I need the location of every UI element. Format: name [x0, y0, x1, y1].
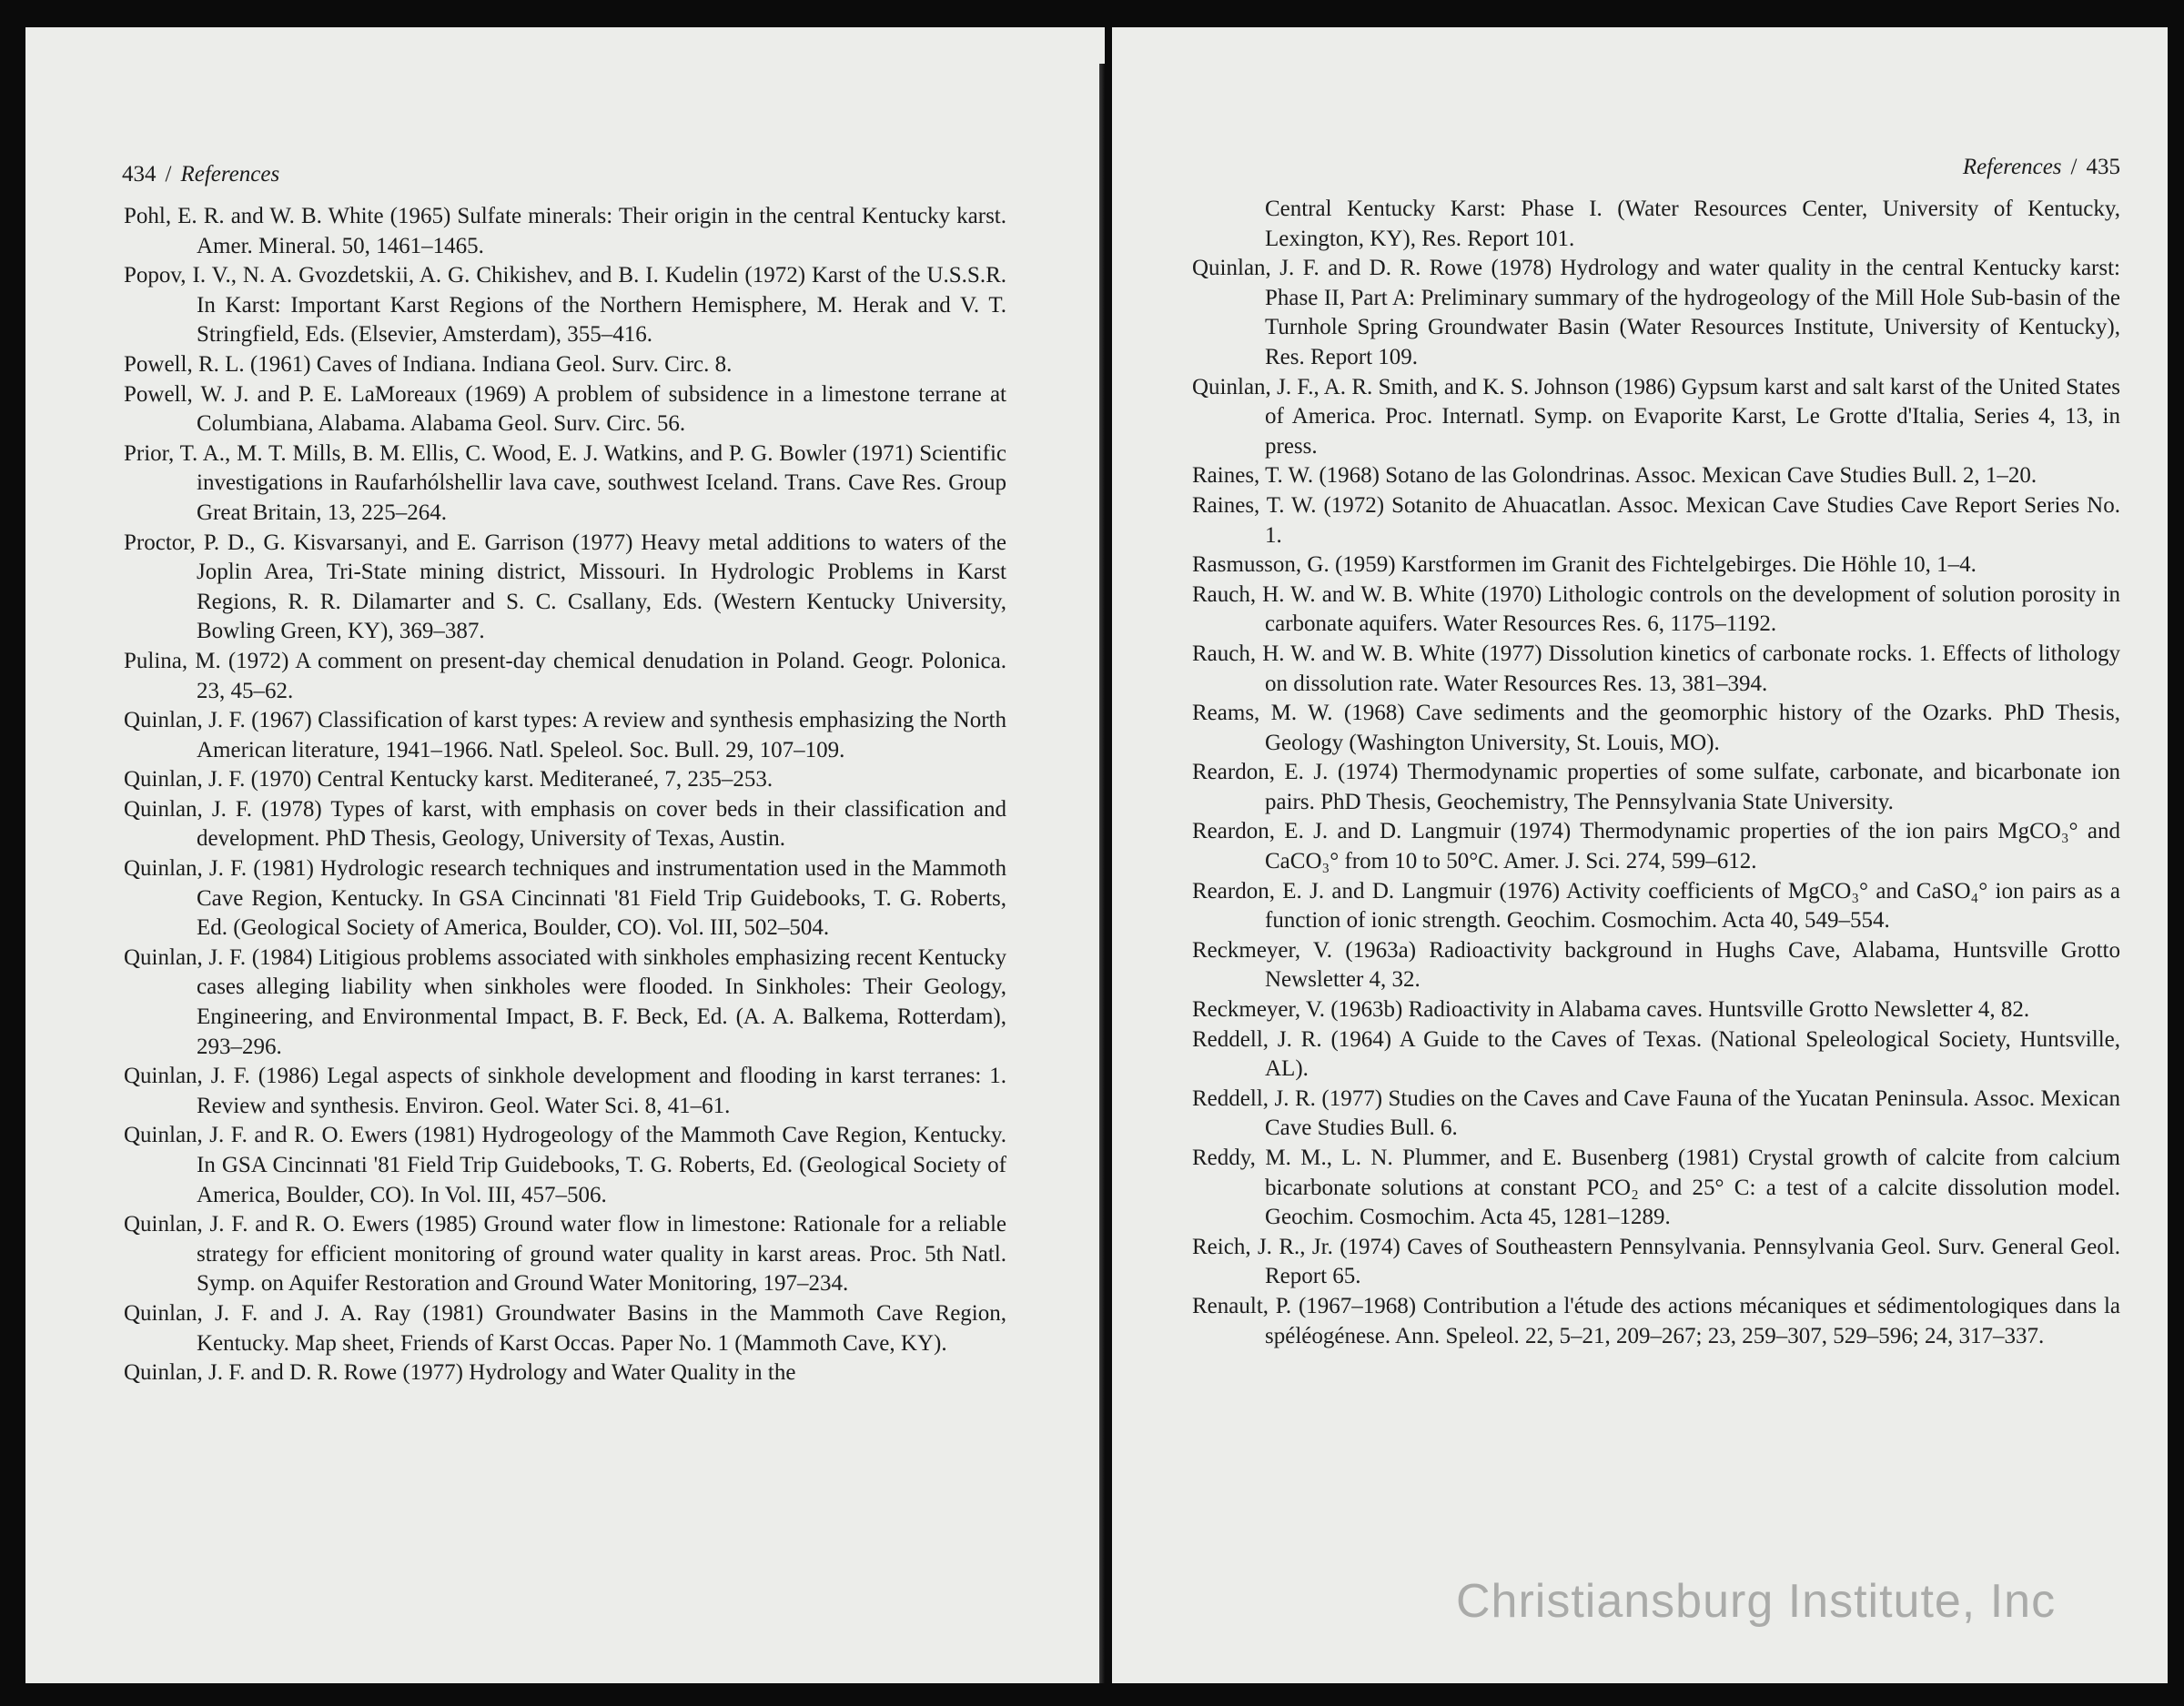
reference-entry: Rauch, H. W. and W. B. White (1970) Lithologic controls on the development of solution porosity in carbonate aquifers. Water Resources Res. 6, 1175–1192. [1192, 581, 2120, 637]
reference-entry: Reams, M. W. (1968) Cave sediments and the geomorphic history of the Ozarks. PhD Thesis, Geology (Washington University, St. Louis, MO). [1192, 701, 2120, 755]
reference-continuation: Central Kentucky Karst: Phase I. (Water Resources Center, University of Kentucky, Lexington, KY), Res. Report 101. [1265, 197, 2120, 251]
reference-entry: Quinlan, J. F. (1986) Legal aspects of sinkhole development and flooding in karst terranes: 1. Review and synthesis. Environ. Geol. Water Sci. 8, 41–61. [124, 1064, 1006, 1118]
reference-entry: Pohl, E. R. and W. B. White (1965) Sulfate minerals: Their origin in the central Kentucky karst. Amer. Mineral. 50, 1461–1465. [124, 204, 1006, 258]
reference-entry: Quinlan, J. F., A. R. Smith, and K. S. Johnson (1986) Gypsum karst and salt karst of the United States of America. Proc. Internatl. Symp. on Evaporite Karst, Le Grotte d'Italia, Series 4, 13, in press. [1192, 374, 2120, 459]
reference-entry: Quinlan, J. F. (1978) Types of karst, with emphasis on cover beds in their classification and development. PhD Thesis, Geology, University of Texas, Austin. [124, 796, 1006, 852]
reference-entry: Powell, W. J. and P. E. LaMoreaux (1969) A problem of subsidence in a limestone terrane at Columbiana, Alabama. Alabama Geol. Surv. Circ. 56. [124, 381, 1006, 437]
reference-entry: Quinlan, J. F. and J. A. Ray (1981) Groundwater Basins in the Mammoth Cave Region, Kentucky. Map sheet, Friends of Karst Occas. Paper No. 1 (Mammoth Cave, KY). [124, 1300, 1006, 1356]
reference-entry: Rauch, H. W. and W. B. White (1977) Dissolution kinetics of carbonate rocks. 1. Effects of lithology on dissolution rate. Water Resources Res. 13, 381–394. [1192, 641, 2120, 696]
right-running-title: References [1962, 155, 2062, 179]
reference-entry: Rasmusson, G. (1959) Karstformen im Granit des Fichtelgebirges. Die Höhle 10, 1–4. [1192, 552, 1977, 578]
book-gutter [1099, 64, 1105, 1683]
left-page-number: 434 [122, 162, 157, 187]
reference-entry: Pulina, M. (1972) A comment on present-day chemical denudation in Poland. Geogr. Polonica. 23, 45–62. [124, 648, 1006, 703]
reference-entry: Reddy, M. M., L. N. Plummer, and E. Busenberg (1981) Crystal growth of calcite from calcium bicarbonate solutions at constant PCO₂ and 25° C: a test of a calcite dissolution model. Geochim. Cosmochim. Acta 45, 1281–1289. [1192, 1146, 2120, 1230]
reference-entry: Prior, T. A., M. T. Mills, B. M. Ellis, C. Wood, E. J. Watkins, and P. G. Bowler (1971) Scientific investigations in Raufarhólshellir lava cave, southwest Iceland. Trans. Cave Res. Group Great Britain, 13, 225–264. [124, 440, 1006, 525]
reference-entry: Quinlan, J. F. and D. R. Rowe (1977) Hydrology and Water Quality in the [124, 1360, 796, 1386]
reference-entry: Renault, P. (1967–1968) Contribution a l'étude des actions mécaniques et sédimentologiques dans la spéléogénese. Ann. Speleol. 22, 5–21, 209–267; 23, 259–307, 529–596; 24, 317–337. [1192, 1293, 2120, 1348]
right-running-head [1192, 155, 2120, 180]
right-head-separator: / [2070, 155, 2078, 179]
reference-entry: Powell, R. L. (1961) Caves of Indiana. Indiana Geol. Surv. Circ. 8. [124, 351, 733, 377]
reference-entry: Reckmeyer, V. (1963a) Radioactivity background in Hughs Cave, Alabama, Huntsville Grotto Newsletter 4, 32. [1192, 937, 2120, 993]
reference-entry: Quinlan, J. F. and R. O. Ewers (1985) Ground water flow in limestone: Rationale for a reliable strategy for efficient monitoring of ground water quality in karst areas. Proc. 5th Natl. Symp. on Aquifer Restoration and Ground Water Monitoring, 197–234. [124, 1212, 1006, 1297]
reference-entry: Raines, T. W. (1968) Sotano de las Golondrinas. Assoc. Mexican Cave Studies Bull. 2, 1–20. [1192, 463, 2037, 489]
reference-entry: Reddell, J. R. (1977) Studies on the Caves and Cave Fauna of the Yucatan Peninsula. Assoc. Mexican Cave Studies Bull. 6. [1192, 1085, 2120, 1141]
left-head-separator: / [165, 162, 172, 187]
reference-entry: Reich, J. R., Jr. (1974) Caves of Southeastern Pennsylvania. Pennsylvania Geol. Surv. General Geol. Report 65. [1192, 1234, 2120, 1289]
reference-entry: Quinlan, J. F. and R. O. Ewers (1981) Hydrogeology of the Mammoth Cave Region, Kentucky. In GSA Cincinnati '81 Field Trip Guidebooks, T. G. Roberts, Ed. (Geological Society of America, Boulder, CO). In Vol. III, 457–506. [124, 1123, 1006, 1207]
reference-entry: Proctor, P. D., G. Kisvarsanyi, and E. Garrison (1977) Heavy metal additions to waters of the Joplin Area, Tri-State mining district, Missouri. In Hydrologic Problems in Karst Regions, R. R. Dilamarter and S. C. Csallany, Eds. (Western Kentucky University, Bowling Green, KY), 369–387. [124, 530, 1006, 644]
reference-entry: Reardon, E. J. and D. Langmuir (1974) Thermodynamic properties of the ion pairs MgCO₃° and CaCO₃° from 10 to 50°C. Amer. J. Sci. 274, 599–612. [1192, 819, 2120, 874]
reference-entry: Quinlan, J. F. (1967) Classification of karst types: A review and synthesis emphasizing the North American literature, 1941–1966. Natl. Speleol. Soc. Bull. 29, 107–109. [124, 708, 1006, 762]
reference-entry: Reardon, E. J. and D. Langmuir (1976) Activity coefficients of MgCO₃° and CaSO₄° ion pairs as a function of ionic strength. Geochim. Cosmochim. Acta 40, 549–554. [1192, 878, 2120, 934]
left-running-title: References [180, 162, 280, 187]
reference-entry: Popov, I. V., N. A. Gvozdetskii, A. G. Chikishev, and B. I. Kudelin (1972) Karst of the U.S.S.R. In Karst: Important Karst Regions of the Northern Hemisphere, M. Herak and V. T. Stringfield, Eds. (Elsevier, Amsterdam), 355–416. [124, 263, 1006, 348]
reference-entry: Reddell, J. R. (1964) A Guide to the Caves of Texas. (National Speleological Society, Huntsville, AL). [1192, 1026, 2120, 1082]
reference-entry: Quinlan, J. F. and D. R. Rowe (1978) Hydrology and water quality in the central Kentucky karst: Phase II, Part A: Preliminary summary of the hydrogeology of the Mill Hole Sub-basin of the Turnhole Spring Groundwater Basin (Water Resources Institute, University of Kentucky), Res. Report 109. [1192, 256, 2120, 369]
right-page [1112, 27, 2168, 1683]
watermark: Christiansburg Institute, Inc [1456, 1575, 2057, 1628]
right-reference-list [1192, 195, 2120, 1351]
left-reference-list [124, 202, 1006, 1388]
reference-entry: Quinlan, J. F. (1984) Litigious problems associated with sinkholes emphasizing recent Kentucky cases alleging liability when sinkholes were flooded. In Sinkholes: Their Geology, Engineering, and Environmental Impact, B. F. Beck, Ed. (A. A. Balkema, Rotterdam), 293–296. [124, 944, 1006, 1059]
reference-entry: Reckmeyer, V. (1963b) Radioactivity in Alabama caves. Huntsville Grotto Newsletter 4, 82. [1192, 997, 2030, 1023]
left-running-head [122, 162, 1105, 187]
reference-entry: Reardon, E. J. (1974) Thermodynamic properties of some sulfate, carbonate, and bicarbonate ion pairs. PhD Thesis, Geochemistry, The Pennsylvania State University. [1192, 760, 2120, 814]
reference-entry: Raines, T. W. (1972) Sotanito de Ahuacatlan. Assoc. Mexican Cave Studies Cave Report Series No. 1. [1192, 492, 2120, 548]
left-page [25, 27, 1105, 1683]
reference-entry: Quinlan, J. F. (1970) Central Kentucky karst. Mediteraneé, 7, 235–253. [124, 767, 774, 792]
reference-entry: Quinlan, J. F. (1981) Hydrologic research techniques and instrumentation used in the Mammoth Cave Region, Kentucky. In GSA Cincinnati '81 Field Trip Guidebooks, T. G. Roberts, Ed. (Geological Society of America, Boulder, CO). Vol. III, 502–504. [124, 856, 1006, 941]
right-page-number: 435 [2086, 155, 2120, 179]
